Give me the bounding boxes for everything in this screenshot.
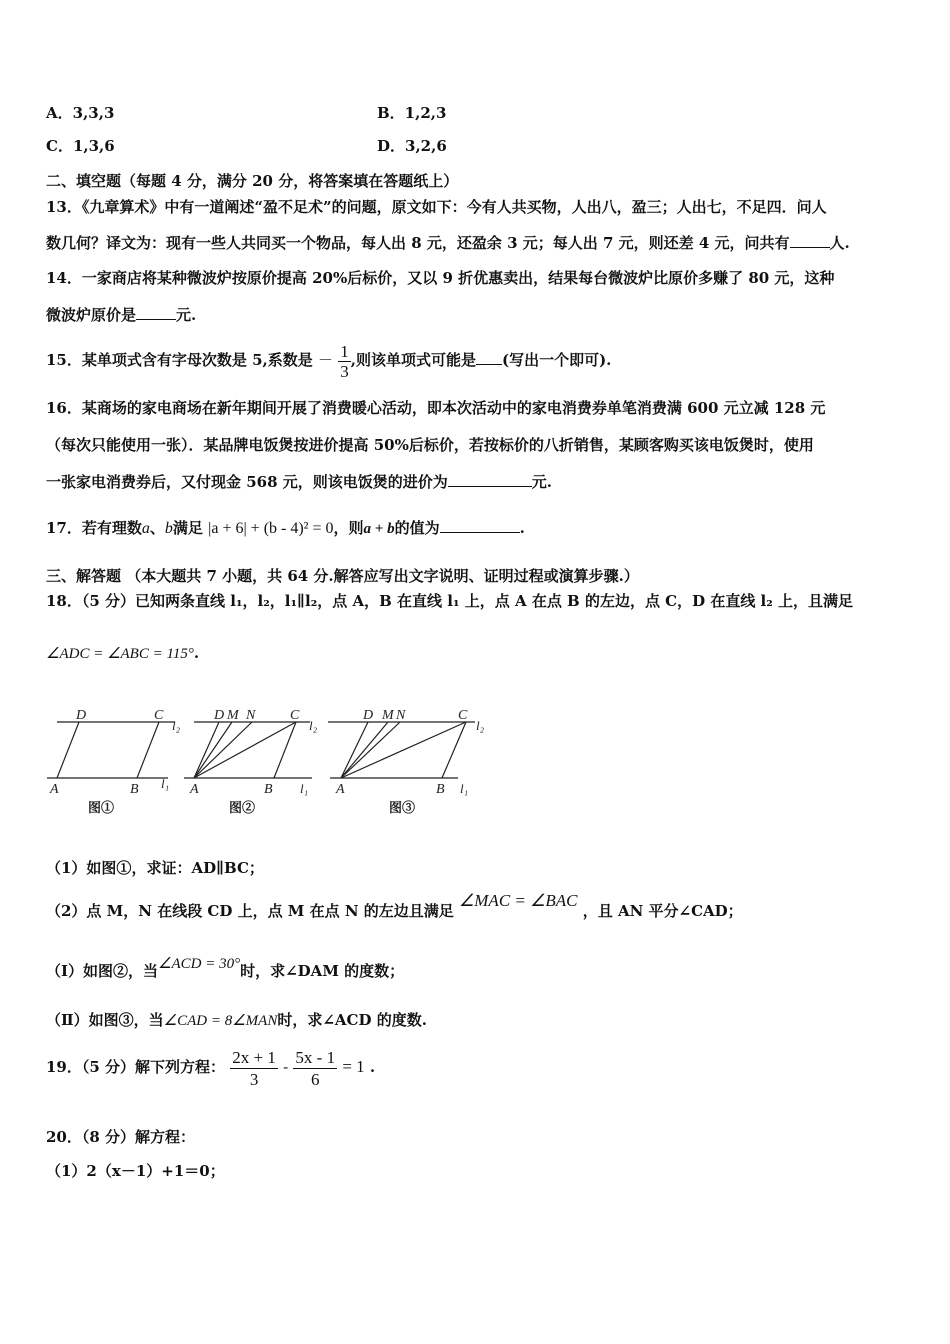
fig3-label-l2: l₂ [476,718,485,733]
q17-end: . [519,519,525,537]
q17-satisfy: 满足 [172,519,203,537]
q18-condition-line [46,641,199,666]
q19-line [46,1043,375,1091]
q14-tail: 元. [176,306,197,324]
fig3-label-a: A [336,782,345,797]
fig2-label-c: C [290,708,300,723]
q19-fraction-1 [230,1047,278,1090]
q18-part2 [46,893,743,929]
option-c: C．1,3,6 [46,137,115,155]
q18-condition: ∠ADC = ∠ABC = 115° [46,646,194,662]
answer-blank [448,472,532,487]
q18-part2-tail: ，且 AN 平分∠CAD； [582,902,743,920]
q14-line2-text: 微波炉原价是 [46,306,137,324]
q15-line [46,340,611,381]
q13-line2 [46,233,850,253]
q19-end: . [369,1058,376,1076]
q16-tail: 元. [531,473,552,491]
q19-numerator-2: 5x - 1 [295,1047,336,1067]
q19-equals: = 1 [342,1057,365,1076]
fig2-label-l1: l₁ [300,781,309,796]
fig3-label-m: M [382,708,394,723]
fig2-label-b: B [264,782,273,797]
fig1-caption: 图① [88,800,115,815]
fig3-label-b: B [436,782,445,797]
q15-numerator: 1 [340,341,349,361]
q19-pre: 19．（5 分）解下列方程： [46,1058,226,1076]
fig1-label-d: D [76,708,87,723]
fig3-segment-bc [442,722,466,778]
fig2-segment-ad [194,722,219,778]
answer-blank [476,350,502,365]
q13-line1: 13．《九章算术》中有一道阐述“盈不足术”的问题，原文如下：今有人共买物，人出八，盈三；人出七，不足四．问人 [46,198,827,216]
q14-line1: 14．一家商店将某种微波炉按原价提高 20%后标价，又以 9 折优惠卖出，结果每台微波炉比原价多赚了 80 元，这种 [46,269,835,287]
fig2-label-a: A [190,782,199,797]
q17-expression: |a + 6| + (b - 4)² = 0 [208,520,334,537]
q16-line1: 16．某商场的家电商场在新年期间开展了消费暖心活动，即本次活动中的家电消费券单笔消费满 600 元立减 128 元 [46,399,826,417]
q18-part4 [46,1008,427,1033]
option-b: B．1,2,3 [377,104,447,122]
q18-part3-pre: （Ⅰ）如图②，当 [46,962,159,980]
q15-fraction [338,342,351,381]
q17-pre: 17．若有理数 [46,519,142,537]
q19-denominator-2: 6 [311,1069,320,1089]
fig2-label-n: N [246,708,256,723]
q18-part3 [46,955,404,988]
fig2-caption: 图② [229,800,256,815]
q18-part4-expr: ∠CAD = 8∠MAN [163,1013,278,1029]
var-b: b [164,520,173,537]
fig1-segment-ad [57,722,79,778]
fig2-label-l2: l₂ [309,718,318,733]
fig1-label-b: B [130,782,139,797]
q17-tail: 的值为 [394,519,440,537]
q18-part2-pre: （2）点 M，N 在线段 CD 上，点 M 在点 N 的左边且满足 [46,902,454,920]
q19-fraction-2 [293,1047,337,1090]
option-a: A．3,3,3 [46,104,115,122]
q13-tail: 人. [829,234,850,252]
fig2-segment-am [194,722,232,778]
var-a: a [141,520,150,537]
fig3-segment-ac [341,722,466,778]
fig3-caption: 图③ [389,800,416,815]
answer-blank [136,305,176,320]
answer-blank [790,233,830,248]
q18-part1: （1）如图①，求证：AD∥BC； [46,859,264,877]
q18-part3-tail: 时，求∠DAM 的度数； [240,962,405,980]
fig2-segment-an [194,722,252,778]
q18-part2-expr: ∠MAC = ∠BAC [459,891,578,910]
fig3-label-d: D [363,708,374,723]
section3-title: 三、解答题 （本大题共 7 小题，共 64 分.解答应写出文字说明、证明过程或演算步骤.） [46,567,639,585]
fig1-label-l1: l₁ [161,776,170,791]
q17-sep: 、 [149,519,165,537]
q14-line2 [46,305,196,325]
fig2-segment-ac [194,722,296,778]
q16-line2: （每次只能使用一张）．某品牌电饭煲按进价提高 50%后标价，若按标价的八折销售，某顾客购买该电饭煲时，使用 [46,436,814,454]
q20-part1: （1）2（x－1）+1＝0； [46,1162,225,1180]
q15-minus: － [318,351,334,369]
option-d: D．3,2,6 [377,137,447,155]
fig3-segment-an [341,722,400,778]
q19-numerator-1: 2x + 1 [232,1047,276,1067]
fig1-label-a: A [50,782,59,797]
q18-part4-tail: 时，求∠ACD 的度数. [277,1011,427,1029]
fig3-label-n: N [396,708,406,723]
figure-panel [0,700,950,825]
q17-sum: a + b [363,521,395,537]
fig1-label-l2: l₂ [172,718,181,733]
q16-line3-text: 一张家电消费券后，又付现金 568 元，则该电饭煲的进价为 [46,473,448,491]
q19-denominator-1: 3 [249,1069,259,1089]
fig2-label-m: M [227,708,239,723]
q18-part3-expr: ∠ACD = 30° [158,956,241,972]
answer-blank [440,518,520,533]
q19-minus: - [283,1058,289,1076]
fig3-label-c: C [458,708,468,723]
q16-line3 [46,472,552,492]
q15-pre: 15．某单项式含有字母次数是 5,系数是 [46,351,313,369]
fig1-segment-bc [137,722,159,778]
q20-title: 20．（8 分）解方程： [46,1128,196,1146]
fig1-label-c: C [154,708,164,723]
q18-line1: 18．（5 分）已知两条直线 l₁，l₂，l₁∥l₂，点 A，B 在直线 l₁ 上，点 A 在点 B 的左边，点 C，D 在直线 l₂ 上，且满足 [46,592,854,610]
fig2-label-d: D [214,708,225,723]
q15-tail: (写出一个即可). [501,351,612,369]
q17-line [46,514,525,543]
q13-line2-text: 数几何？译文为：现有一些人共同买一个物品，每人出 8 元，还盈余 3 元；每人出 7 元，则还差 4 元，问共有 [46,234,790,252]
fig2-segment-bc [274,722,296,778]
q18-period: . [193,644,200,662]
q15-mid: ,则该单项式可能是 [350,351,476,369]
q18-part4-pre: （Ⅱ）如图③，当 [46,1011,164,1029]
q17-mid: ，则 [333,519,364,537]
fig3-label-l1: l₁ [460,781,469,796]
q15-denominator: 3 [340,361,349,381]
section2-title: 二、填空题（每题 4 分，满分 20 分，将答案填在答题纸上） [46,172,459,190]
